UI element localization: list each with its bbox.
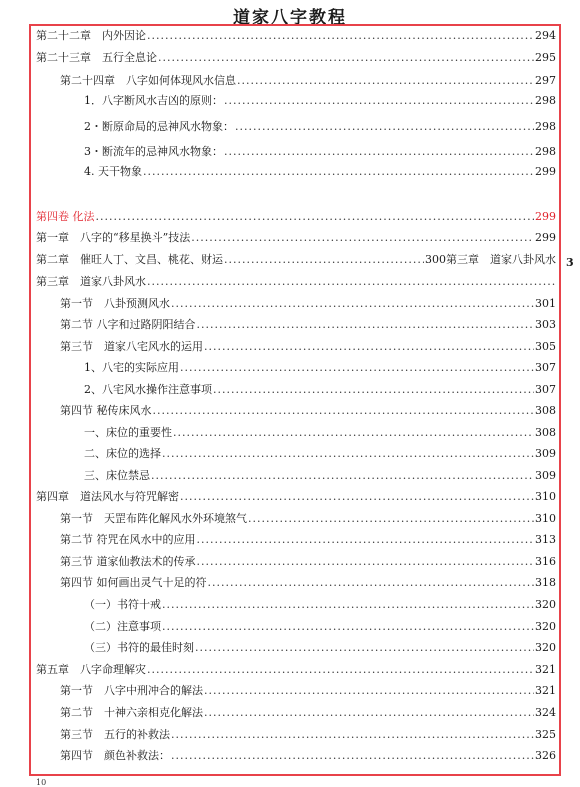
leader-dots	[224, 92, 534, 110]
toc-entry[interactable]	[36, 229, 556, 247]
leader-dots	[195, 639, 534, 657]
leader-dots	[248, 510, 534, 528]
toc-entry-title: （三）书符的最佳时刻	[84, 641, 194, 654]
toc-entry-page: 298	[535, 120, 556, 133]
toc-entry[interactable]	[60, 726, 556, 744]
toc-entry-title: 第一节 八字中刑冲合的解法	[60, 684, 203, 697]
toc-entry-title: 第二节 十神六亲相克化解法	[60, 706, 203, 719]
leader-dots	[171, 726, 534, 744]
leader-dots	[208, 574, 535, 592]
toc-entry-page: 297	[535, 74, 556, 87]
leader-dots	[143, 163, 534, 181]
leader-dots	[162, 445, 534, 463]
toc-entry[interactable]	[84, 381, 556, 399]
toc-entry[interactable]	[36, 251, 556, 269]
toc-entry[interactable]	[36, 27, 556, 45]
toc-entry-page: 308	[535, 404, 556, 417]
toc-entry-page: 320	[535, 620, 556, 633]
toc-entry[interactable]	[84, 618, 556, 636]
footer-page-number: 10	[36, 778, 47, 787]
toc-entry-title: 第三节 道家八宅风水的运用	[60, 340, 203, 353]
toc-entry[interactable]	[60, 574, 556, 592]
leader-dots	[180, 359, 534, 377]
toc-entry-page: 326	[535, 749, 556, 762]
toc-entry[interactable]	[60, 704, 556, 722]
leader-dots	[204, 704, 534, 722]
leader-dots	[96, 208, 535, 226]
toc-entry-title: 第四卷 化法	[36, 210, 95, 223]
toc-entry[interactable]	[60, 531, 556, 549]
toc-entry-title: （一）书符十戒	[84, 598, 161, 611]
toc-entry-page: 320	[535, 598, 556, 611]
toc-entry-page: 310	[535, 490, 556, 503]
leader-dots	[191, 229, 534, 247]
toc-entry-page: 299	[535, 210, 556, 223]
toc-entry-page: 298	[535, 145, 556, 158]
toc-entry-page: 309	[535, 469, 556, 482]
toc-entry-page: 320	[535, 641, 556, 654]
toc-entry[interactable]	[84, 143, 556, 161]
toc-entry-title: 第一节 八卦预测风水	[60, 297, 170, 310]
leader-dots	[213, 381, 534, 399]
toc-entry[interactable]	[84, 163, 556, 181]
toc-entry[interactable]	[36, 208, 556, 226]
toc-entry-title: 1．八字断风水吉凶的原则：	[84, 94, 223, 107]
toc-entry-title: 第三章 道家八卦风水	[36, 275, 146, 288]
toc-entry[interactable]	[84, 639, 556, 657]
leader-dots	[147, 273, 555, 291]
leader-dots	[204, 682, 534, 700]
toc-entry[interactable]	[60, 316, 556, 334]
leader-dots	[197, 553, 535, 571]
toc-entry[interactable]	[84, 467, 556, 485]
toc-entry-title: 第一节 天罡布阵化解风水外环境煞气	[60, 512, 247, 525]
toc-entry-title: 第二节 符咒在风水中的应用	[60, 533, 196, 546]
toc-entry-title: 第三节 道家仙教法术的传承	[60, 555, 196, 568]
toc-entry-page: 307	[535, 361, 556, 374]
toc-entry-page: 307	[535, 383, 556, 396]
toc-entry-title: （二）注意事项	[84, 620, 161, 633]
toc-entry-title: 1、八宅的实际应用	[84, 361, 179, 374]
toc-entry-page: 310	[535, 512, 556, 525]
toc-entry-page: 318	[535, 576, 556, 589]
book-title: 道家八字教程	[233, 8, 347, 28]
toc-entry[interactable]	[84, 445, 556, 463]
toc-entry-title: 2、八宅风水操作注意事项	[84, 383, 212, 396]
toc-entry[interactable]	[36, 488, 556, 506]
leader-dots	[235, 118, 534, 136]
leader-dots	[197, 531, 535, 549]
toc-entry-page: 303	[535, 318, 556, 331]
toc-entry-title: 2・断原命局的忌神风水物象：	[84, 120, 234, 133]
toc-entry-title: 第一章 八字的“移星换斗”技法	[36, 231, 191, 244]
toc-entry-title: 第二节 八字和过路阴阳结合	[60, 318, 196, 331]
toc-entry-page: 309	[535, 447, 556, 460]
toc-entry[interactable]	[84, 92, 556, 110]
toc-entry-title: 第四节 如何画出灵气十足的符	[60, 576, 207, 589]
toc-entry-page: 325	[535, 728, 556, 741]
toc-entry-title: 第四节 颜色补救法：	[60, 749, 170, 762]
toc-entry-title: 第二十四章 八字如何体现风水信息	[60, 74, 236, 87]
toc-entry[interactable]	[60, 553, 556, 571]
leader-dots	[151, 467, 534, 485]
toc-entry[interactable]	[60, 747, 556, 765]
leader-dots	[180, 488, 534, 506]
toc-entry[interactable]	[36, 661, 556, 679]
toc-entry-page: 321	[535, 663, 556, 676]
toc-entry[interactable]	[60, 510, 556, 528]
toc-entry-page: 300第三章 道家八卦风水	[425, 253, 556, 266]
toc-entry[interactable]	[60, 402, 556, 420]
toc-entry-title: 第五章 八字命理解灾	[36, 663, 146, 676]
toc-entry-title: 4. 天干物象	[84, 165, 142, 178]
toc-entry-title: 第四章 道法风水与符咒解密	[36, 490, 179, 503]
toc-entry-page: 305	[535, 340, 556, 353]
leader-dots	[162, 618, 534, 636]
toc-entry-page: 295	[535, 51, 556, 64]
toc-entry-page: 301	[535, 297, 556, 310]
leader-dots	[224, 143, 534, 161]
toc-entry-title: 第二十三章 五行全息论	[36, 51, 157, 64]
toc-entry[interactable]	[60, 682, 556, 700]
leader-dots	[204, 338, 534, 356]
toc-entry[interactable]	[60, 72, 556, 90]
toc-entry-title: 第四节 秘传床风水	[60, 404, 152, 417]
leader-dots	[147, 661, 534, 679]
leader-dots	[162, 596, 534, 614]
toc-entry-page: 316	[535, 555, 556, 568]
toc-entry-page: 294	[535, 29, 556, 42]
leader-dots	[173, 424, 534, 442]
toc-entry-title: 第三节 五行的补救法	[60, 728, 170, 741]
toc-entry[interactable]	[36, 49, 556, 67]
toc-entry[interactable]	[60, 295, 556, 313]
leader-dots	[158, 49, 534, 67]
toc-entry-page: 324	[535, 706, 556, 719]
leader-dots	[147, 27, 534, 45]
toc-entry-page: 313	[535, 533, 556, 546]
toc-entry-title: 一、床位的重要性	[84, 426, 172, 439]
toc-entry-title: 二、床位的选择	[84, 447, 161, 460]
toc-entry-page: 299	[535, 231, 556, 244]
toc-entry-title: 第二十二章 内外因论	[36, 29, 146, 42]
leader-dots	[224, 251, 424, 269]
leader-dots	[197, 316, 535, 334]
toc-entry[interactable]	[84, 118, 556, 136]
leader-dots	[171, 747, 534, 765]
toc-entry-title: 三、床位禁忌	[84, 469, 150, 482]
toc-entry-page: 298	[535, 94, 556, 107]
toc-entry[interactable]	[84, 424, 556, 442]
leader-dots	[153, 402, 535, 420]
toc-entry-page: 299	[535, 165, 556, 178]
leader-dots	[171, 295, 534, 313]
toc-entry-page: 321	[535, 684, 556, 697]
toc-entry-page: 308	[535, 426, 556, 439]
toc-entry-title: 3・断流年的忌神风水物象：	[84, 145, 223, 158]
overflow-page-number: 3	[566, 256, 574, 269]
toc-entry-title: 第二章 催旺人丁、文昌、桃花、财运	[36, 253, 223, 266]
leader-dots	[237, 72, 534, 90]
toc-entry[interactable]	[60, 338, 556, 356]
toc-entry[interactable]	[84, 359, 556, 377]
toc-entry[interactable]	[84, 596, 556, 614]
toc-entry[interactable]	[36, 273, 556, 291]
